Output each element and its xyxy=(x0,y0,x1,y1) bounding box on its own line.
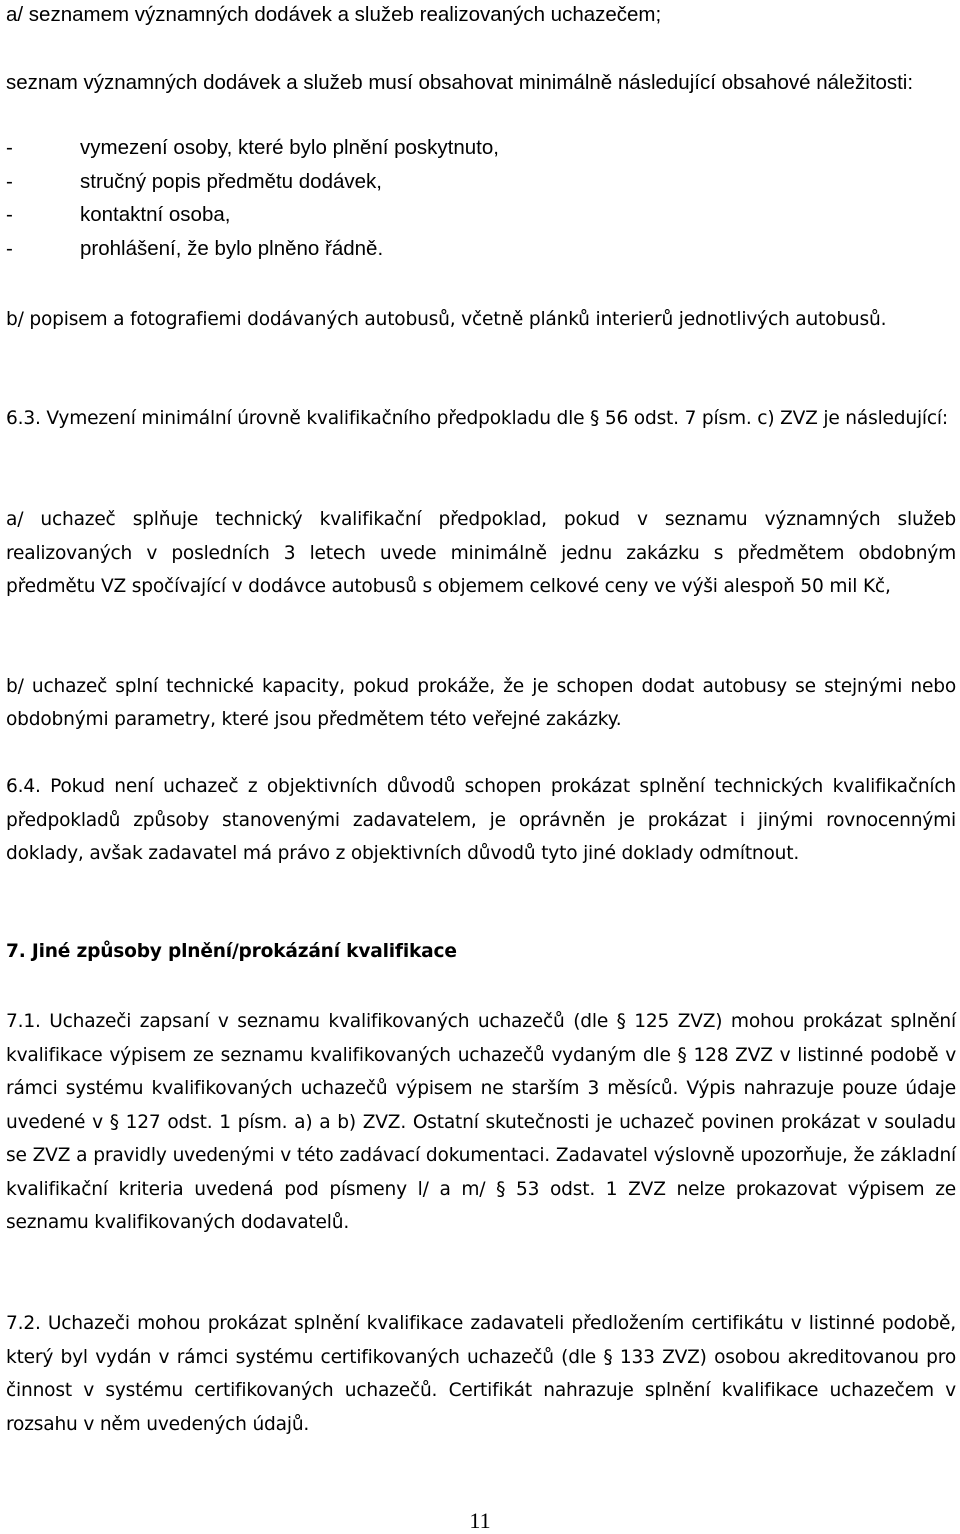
bullet-text: prohlášení, že bylo plněno řádně. xyxy=(80,237,384,260)
bullet-item xyxy=(6,136,499,160)
bullet-text: kontaktní osoba, xyxy=(80,203,231,226)
section-6-3-text: 6.3. Vymezení minimální úrovně kvalifikačního předpokladu dle § 56 odst. 7 písm. c) ZVZ je následující: xyxy=(6,408,948,429)
intro-line-b: b/ popisem a fotografiemi dodávaných autobusů, včetně plánků interierů jednotlivých autobusů. xyxy=(6,309,887,330)
bullet-text: stručný popis předmětu dodávek, xyxy=(80,170,382,193)
intro-line-a: a/ seznamem významných dodávek a služeb realizovaných uchazečem; xyxy=(6,3,662,26)
bullet-dash: - xyxy=(6,170,13,193)
bullet-text: vymezení osoby, které bylo plnění poskytnuto, xyxy=(80,136,499,159)
bullet-dash: - xyxy=(6,237,13,260)
page-number: 11 xyxy=(469,1508,491,1533)
section-6-3-item-a: a/ uchazeč splňuje technický kvalifikační předpoklad, pokud v seznamu významných služeb realizovaných v posledních 3 letech uvede minimálně jednu zakázku s předmětem obdobným předmětu VZ spočívající v dodávce autobusů s objemem celkové ceny ve výši alespoň 50 mil Kč, xyxy=(6,509,956,597)
section-7-2-text: 7.2. Uchazeči mohou prokázat splnění kvalifikace zadavateli předložením certifikátu v listinné podobě, který byl vydán v rámci systému certifikovaných uchazečů (dle § 133 ZVZ) osobou akreditovanou pro činnost v systému certifikovaných uchazečů. Certifikát nahrazuje splnění kvalifikace uchazečem v rozsahu v něm uvedených údajů. xyxy=(6,1313,956,1435)
bullet-item xyxy=(6,237,383,261)
section-7-heading: 7. Jiné způsoby plnění/prokázání kvalifikace xyxy=(6,941,457,962)
bullet-dash: - xyxy=(6,136,13,159)
section-6-4-text: 6.4. Pokud není uchazeč z objektivních důvodů schopen prokázat splnění technických kvalifikačních předpokladů způsoby stanovenými zadavatelem, je oprávněn je prokázat i jinými rovnocennými doklady, avšak zadavatel má právo z objektivních důvodů tyto jiné doklady odmítnout. xyxy=(6,776,956,864)
bullet-item xyxy=(6,170,382,194)
bullet-item xyxy=(6,203,230,227)
intro-requirements-text: seznam významných dodávek a služeb musí obsahovat minimálně následující obsahové náležitosti: xyxy=(6,71,914,94)
section-6-3-item-b: b/ uchazeč splní technické kapacity, pokud prokáže, že je schopen dodat autobusy se stejnými nebo obdobnými parametry, které jsou předmětem této veřejné zakázky. xyxy=(6,676,956,730)
section-7-1-text: 7.1. Uchazeči zapsaní v seznamu kvalifikovaných uchazečů (dle § 125 ZVZ) mohou prokázat splnění kvalifikace výpisem ze seznamu kvalifikovaných uchazečů vydaným dle § 128 ZVZ v listinné podobě v rámci systému kvalifikovaných uchazečů výpisem ne starším 3 měsíců. Výpis nahrazuje pouze údaje uvedené v § 127 odst. 1 písm. a) a b) ZVZ. Ostatní skutečnosti je uchazeč povinen prokázat v souladu se ZVZ a pravidly uvedenými v této zadávací dokumentaci. Zadavatel výslovně upozorňuje, že základní kvalifikační kriteria uvedená pod písmeny l/ a m/ § 53 odst. 1 ZVZ nelze prokazovat výpisem ze seznamu kvalifikovaných dodavatelů. xyxy=(6,1011,956,1233)
bullet-dash: - xyxy=(6,203,13,226)
